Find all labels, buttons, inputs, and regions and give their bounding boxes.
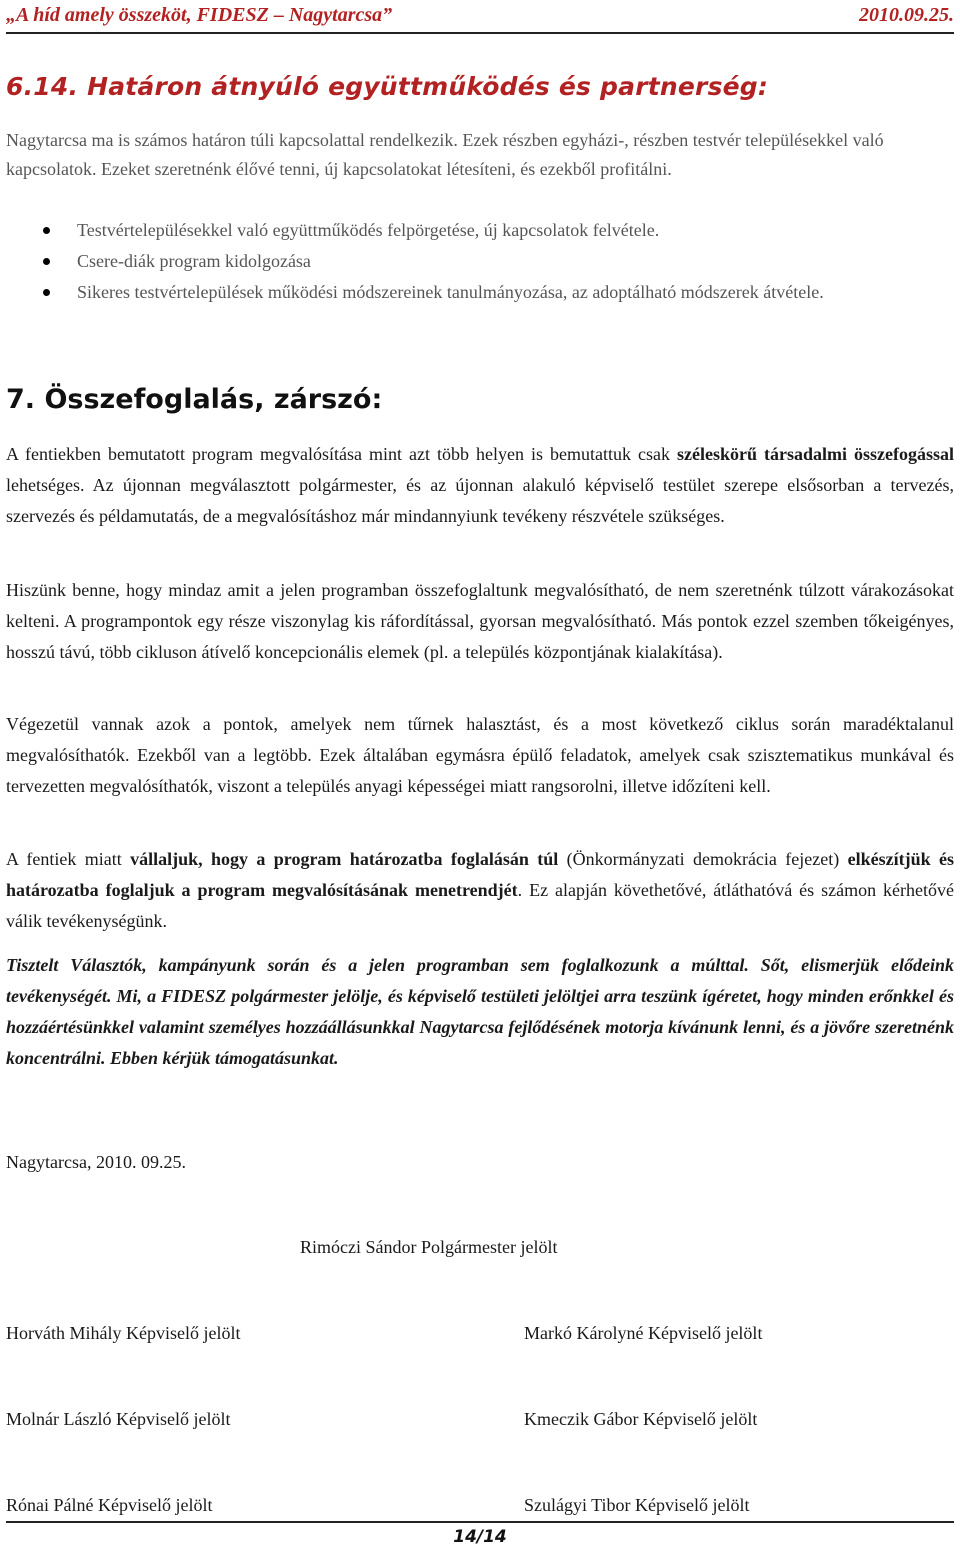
header-title: „A híd amely összeköt, FIDESZ – Nagytarcsa” [6, 4, 393, 26]
section-heading-7: 7. Összefoglalás, zárszó: [6, 384, 383, 415]
emphasis-text: elkészítjük és határozatba foglaljuk a program megvalósításának menetrendjét [6, 849, 954, 900]
summary-paragraph-4 [6, 844, 954, 937]
emphasis-text: széleskörű társadalmi összefogással [676, 444, 954, 464]
summary-paragraph-2: Hiszünk benne, hogy mindaz amit a jelen programban összefoglaltunk megvalósítható, de nem szeretnénk túlzott várakozásokat kelteni. A programpontok egy része viszonylag kis ráfordítással, gyorsan megvalósítható. Más pontok ezzel szemben tőkeigényes, hosszú távú, több cikluson átívelő koncepcionális elemek (pl. a település központjának kialakítása). [6, 580, 954, 662]
page-header [6, 2, 954, 34]
section-heading-6-14: 6.14. Határon átnyúló együttműködés és partnerség: [6, 72, 769, 101]
emphasis-text: vállaljuk, hogy a program határozatba foglalásán túl [130, 849, 559, 869]
candidate-name: Rónai Pálné Képviselő jelölt [6, 1495, 213, 1515]
summary-paragraph-3: Végezetül vannak azok a pontok, amelyek nem tűrnek halasztást, és a most következő ciklus során maradéktalanul megvalósíthatók. Ezekből van a legtöbb. Ezek általában egymásra épülő feladatok, amelyek csak szisztematikus munkával és tervezetten megvalósíthatók, viszont a település anyagi képességei miatt rangsorolni, illetve időzíteni kell. [6, 714, 954, 796]
text-run: A fentiek miatt [6, 849, 131, 869]
header-date: 2010.09.25. [859, 4, 954, 26]
mayor-candidate: Rimóczi Sándor Polgármester jelölt [300, 1237, 558, 1257]
text-run: (Önkormányzati demokrácia fejezet) [558, 849, 848, 869]
candidate-name: Molnár László Képviselő jelölt [6, 1409, 231, 1429]
summary-paragraph-1 [6, 439, 954, 532]
candidate-name: Horváth Mihály Képviselő jelölt [6, 1323, 241, 1343]
candidate-name: Kmeczik Gábor Képviselő jelölt [524, 1409, 758, 1429]
place-date: Nagytarcsa, 2010. 09.25. [6, 1152, 186, 1172]
bullet-list [0, 216, 954, 307]
text-run: lehetséges. Az újonnan megválasztott polgármester, és az újonnan alakuló képviselő testület szerepe elsősorban a tervezés, szervezés és példamutatás, de a megvalósításhoz már mindannyiunk tevékeny részvétele szükséges. [6, 475, 954, 526]
list-item: Csere-diák program kidolgozása [0, 247, 954, 276]
section-intro-paragraph: Nagytarcsa ma is számos határon túli kapcsolattal rendelkezik. Ezek részben egyházi-, részben testvér településekkel való kapcsolatok. Ezeket szeretnénk élővé tenni, új kapcsolatokat létesíteni, és ezekből profitálni. [6, 130, 884, 179]
candidate-name: Szulágyi Tibor Képviselő jelölt [524, 1495, 750, 1515]
list-item: Sikeres testvértelepülések működési módszereinek tanulmányozása, az adoptálható módszerek átvétele. [0, 278, 954, 307]
text-run: A fentiekben bemutatott program megvalósítása mint azt több helyen is bemutattuk csak [6, 444, 677, 464]
text-run: . Ez alapján követhetővé, átláthatóvá és számon kérhetővé válik tevékenységünk. [6, 880, 954, 931]
page-number: 14/14 [453, 1527, 507, 1547]
candidate-name: Markó Károlyné Képviselő jelölt [524, 1323, 763, 1343]
footer-rule [6, 1521, 954, 1523]
list-item: Testvértelepülésekkel való együttműködés felpörgetése, új kapcsolatok felvétele. [0, 216, 954, 245]
closing-statement: Tisztelt Választók, kampányunk során és a jelen programban sem foglalkozunk a múlttal. Sőt, elismerjük elődeink tevékenységét. Mi, a FIDESZ polgármester jelölje, és képviselő testületi jelöltjei arra teszünk ígéretet, hogy minden erőnkkel és hozzáértésünkkel valamint személyes hozzáállásunkkal Nagytarcsa fejlődésének motorja kívánunk lenni, és a jövőre szeretnénk koncentrálni. Ebben kérjük támogatásunkat. [6, 955, 954, 1068]
